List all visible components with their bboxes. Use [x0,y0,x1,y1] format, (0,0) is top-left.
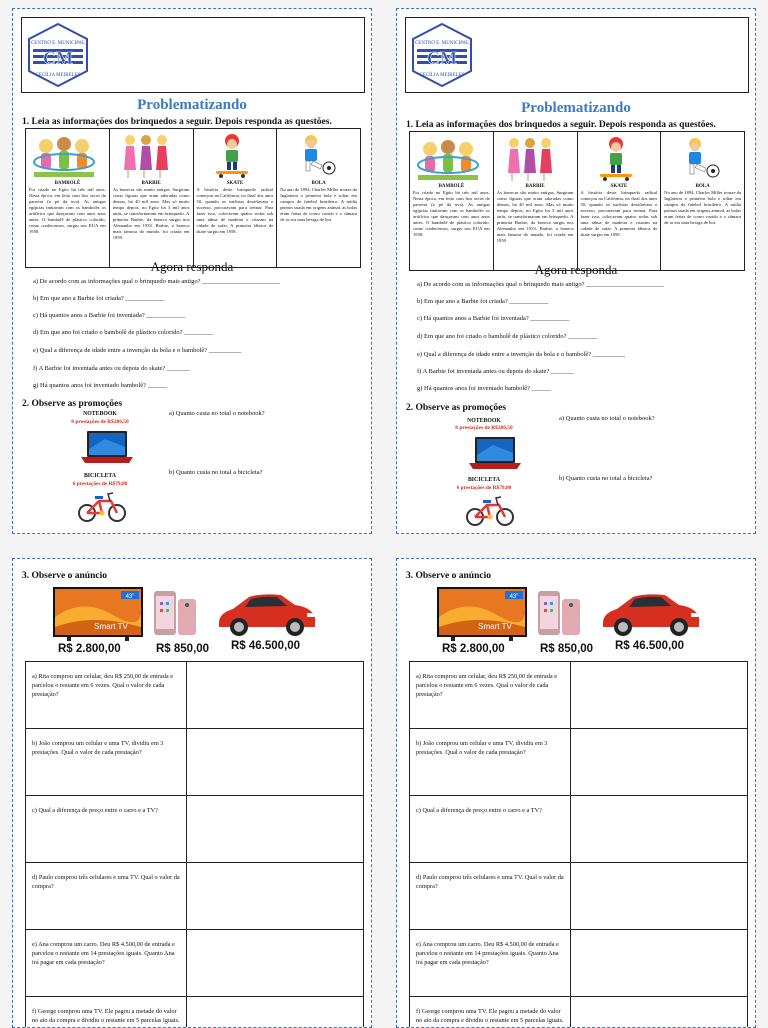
toy-name: SKATE [610,184,628,189]
tv-price: R$ 2.800,00 [442,643,505,655]
soccer-boy-icon [667,135,731,183]
problem-d: d) Paulo comprou três celulares e uma TV. Qual o valor da compra? [410,863,571,929]
question-d: d) Em que ano foi criado o bambolê de plástico colorido? _________ [33,329,214,336]
answer-cell[interactable] [187,863,363,929]
problem-a: a) Rita comprou um celular, deu R$ 250,00 de entrada e parcelou o restante em 6 vezes. Qual o valor de cada prestação? [26,662,187,728]
toy-name: BAMBOLÊ [54,181,81,186]
promo-question-a: a) Quanto custa no total o notebook? [559,415,655,422]
section-subtitle: Agora responda [150,259,234,274]
problem-e: e) Ana comprou um carro. Deu R$ 4.500,00 de entrada e parcelou o restante em 14 prestações iguais. Quanto Ana irá pagar em cada prestação? [410,930,571,996]
header-box [21,17,365,93]
question-a: a) De acordo com as informações qual o brinquedo mais antigo? ________________________ [417,281,665,288]
question-g: g) Há quantos anos foi inventado bambolê? ______ [417,385,552,392]
toy-cell-bola [277,129,360,267]
red-car-icon [599,587,703,637]
notebook-icon [467,435,523,471]
toy-description: Foi criado no Egito há três mil anos. Nesta época, em feito com fios secos de parreira (o pé da uva). As antigas egípcias imitavam com os bambolês os artifícios que dançavam com anos anos antes. O bambolê de plástico colorido, como conhecemos, surgiu nos EUA em 1958. [413,190,490,237]
toy-cell-bambole [410,132,494,270]
question-f: f) A Barbie foi inventada antes ou depois do skate? _______ [33,365,190,372]
toy-name: BOLA [695,184,710,189]
table-row [26,796,363,863]
section-subtitle: Agora responda [534,262,618,277]
answer-cell[interactable] [571,863,747,929]
toy-cell-barbie [110,129,194,267]
svg-text:43": 43" [509,594,519,600]
smart-tv-icon [53,587,143,641]
svg-text:CENTRO E. MUNICIPAL: CENTRO E. MUNICIPAL [414,41,470,46]
toy-name: BAMBOLÊ [438,184,465,189]
toy-description: As bonecas são muito antigas. Surgiram como figuras que eram adoradas como deusas, há 40 mil anos. Mas só muito tempo depois, no Egito há 3 mil anos atrás, se transformaram em brinquedo. A primeira Barbie, da boneca surgiu nos Alemanha em 1933. Barbie, a boneca mais famosa do mundo, foi criada em 1959. [496,190,574,243]
toy-description: A história deste brinquedo radical começou na Califórnia, no final dos anos 50, quando os surfistas desafiavam o sucesso, procuravam para treinar. Para fazer isso, colocavam quatro rodas sob uma tábua de madeira e criaram na cidade de sufar. A primeira fábrica de skate surgiu em 1958. [580,190,658,237]
promo-name: BICICLETA [83,473,117,479]
problem-f: f) George comprou uma TV. Ele pagou a metade do valor no ato da compra e dividiu o restante em 5 parcelas iguais. [26,997,187,1028]
promo-price: 6 prestações de R$79,80 [72,481,128,487]
header-box [405,17,749,93]
toy-description: A história deste brinquedo radical começou na Califórnia, no final dos anos 50, quando os surfistas desafiavam o sucesso, procuravam para treinar. Para fazer isso, colocavam quatro rodas sob uma tábua de madeira e criaram na cidade de sufar. A primeira fábrica de skate surgiu em 1958. [196,187,274,234]
toys-table [409,131,745,271]
question-3-heading: 3. Observe o anúncio [22,571,107,581]
smart-tv-icon [437,587,527,641]
page-title: Problematizando [521,100,631,116]
table-row [26,863,363,930]
question-3-heading: 3. Observe o anúncio [406,571,491,581]
kids-hula-hoop-icon [416,135,480,183]
svg-text:CM: CM [43,48,73,68]
page-title: Problematizando [137,97,247,113]
question-e: e) Qual a diferença de idade entre a invenção da bola e o bambolê? __________ [417,351,626,358]
toy-description: Foi criado no Egito há três mil anos. Nesta época, em feito com fios secos de parreira (o pé da uva). As antigas egípcias imitavam com os bambolês os artifícios que dançavam com anos anos antes. O bambolê de plástico colorido, como conhecemos, surgiu nos EUA em 1958. [29,187,106,234]
table-row [26,930,363,997]
svg-text:Smart TV: Smart TV [478,622,512,631]
answer-cell[interactable] [571,997,747,1028]
toy-name: SKATE [226,181,244,186]
toy-description: No ano de 1894, Charles Miller trouxe da Inglaterra o primeira bola e soltar em campos de futebol brasileiro. A mídia primos usada em origens animal, as bolas eram feitas de couro cozido e o câmara de ar era uma bexiga de boi. [664,190,741,225]
table-row [410,729,747,796]
svg-text:CM: CM [427,48,457,68]
toys-table [25,128,361,268]
answer-cell[interactable] [187,662,363,728]
school-logo-icon [25,22,91,88]
toy-cell-bambole [26,129,110,267]
question-g: g) Há quantos anos foi inventado bambolê? ______ [33,382,168,389]
table-row [410,863,747,930]
skateboard-boy-icon [584,135,648,183]
barbie-dolls-icon [500,135,564,183]
problem-a: a) Rita comprou um celular, deu R$ 250,00 de entrada e parcelou o restante em 6 vezes. Qual o valor de cada prestação? [410,662,571,728]
toy-cell-barbie [494,132,578,270]
worksheet-page-1 [12,8,372,534]
worksheet-page-2-copy [396,558,756,1028]
answer-cell[interactable] [187,796,363,862]
promo-name: NOTEBOOK [467,418,501,424]
table-row [410,997,747,1028]
svg-text:CENTRO E. MUNICIPAL: CENTRO E. MUNICIPAL [30,41,86,46]
answer-cell[interactable] [187,729,363,795]
car-price: R$ 46.500,00 [615,640,685,652]
table-row [410,930,747,997]
svg-text:43": 43" [125,594,135,600]
toy-name: BARBIE [525,184,545,189]
cellphone-icon [154,589,196,637]
toy-description: No ano de 1894, Charles Miller trouxe da Inglaterra o primeira bola e soltar em campos de futebol brasileiro. A mídia primos usada em origens animal, as bolas eram feitas de couro cozido e o câmara de ar era uma bexiga de boi. [280,187,357,222]
worksheet-page-1-copy [396,8,756,534]
question-a: a) De acordo com as informações qual o brinquedo mais antigo? ________________________ [33,278,281,285]
promo-question-b: b) Quanto custa no total a bicicleta? [169,469,263,476]
problems-table [25,661,364,1028]
table-row [410,662,747,729]
table-row [26,997,363,1028]
svg-text:Smart TV: Smart TV [94,622,128,631]
barbie-dolls-icon [116,132,180,180]
problem-b: b) João comprou um celular e uma TV, dividiu em 3 prestações. Qual o valor de cada prestação? [410,729,571,795]
problem-c: c) Qual a diferença de preço entre o carro e a TV? [26,796,187,862]
problem-e: e) Ana comprou um carro. Deu R$ 4.500,00 de entrada e parcelou o restante em 14 prestações iguais. Quanto Ana irá pagar em cada prestação? [26,930,187,996]
skateboard-boy-icon [200,132,264,180]
problem-f: f) George comprou uma TV. Ele pagou a metade do valor no ato da compra e dividiu o restante em 5 parcelas iguais. [410,997,571,1028]
toy-cell-skate [194,129,278,267]
answer-cell[interactable] [187,930,363,996]
ad-products [51,585,341,661]
toy-cell-bola [661,132,744,270]
question-1-heading: 1. Leia as informações dos brinquedos a seguir. Depois responda as questões. [22,117,332,127]
question-b: b) Em que ano a Barbie foi criada? ____________ [33,295,165,302]
svg-text:CECÍLIA MEIRELES: CECÍLIA MEIRELES [35,73,81,78]
toy-description: As bonecas são muito antigas. Surgiram como figuras que eram adoradas como deusas, há 40 mil anos. Mas só muito tempo depois, no Egito há 3 mil anos atrás, se transformaram em brinquedo. A primeira Barbie, da boneca surgiu nos Alemanha em 1933. Barbie, a boneca mais famosa do mundo, foi criada em 1959. [112,187,190,240]
question-2-heading: 2. Observe as promoções [406,403,507,413]
promo-price: 8 prestações de R$286,50 [455,425,513,431]
answer-cell[interactable] [571,729,747,795]
kids-hula-hoop-icon [32,132,96,180]
problem-c: c) Qual a diferença de preço entre o carro e a TV? [410,796,571,862]
ad-products [435,585,725,661]
question-1-heading: 1. Leia as informações dos brinquedos a seguir. Depois responda as questões. [406,120,716,130]
problems-table [409,661,748,1028]
promo-name: BICICLETA [467,477,501,483]
cellphone-price: R$ 850,00 [540,643,594,655]
tv-price: R$ 2.800,00 [58,643,121,655]
school-logo-icon [409,22,475,88]
soccer-boy-icon [283,132,347,180]
cellphone-price: R$ 850,00 [156,643,210,655]
problem-b: b) João comprou um celular e uma TV, dividiu em 3 prestações. Qual o valor de cada prestação? [26,729,187,795]
promo-question-b: b) Quanto custa no total a bicicleta? [559,475,653,482]
notebook-icon [79,429,135,465]
question-c: c) Há quantos anos a Barbie foi inventada? ____________ [33,312,186,319]
answer-cell[interactable] [571,930,747,996]
table-row [26,729,363,796]
car-price: R$ 46.500,00 [231,640,301,652]
question-b: b) Em que ano a Barbie foi criada? ____________ [417,298,549,305]
bicycle-icon [77,487,127,523]
promo-name: NOTEBOOK [83,411,117,417]
promo-price: 8 prestações de R$286,50 [71,419,129,425]
answer-cell[interactable] [571,662,747,728]
answer-cell[interactable] [571,796,747,862]
worksheet-page-2 [12,558,372,1028]
toy-cell-skate [578,132,662,270]
table-row [26,662,363,729]
table-row [410,796,747,863]
question-e: e) Qual a diferença de idade entre a invenção da bola e o bambolê? __________ [33,347,242,354]
red-car-icon [215,587,319,637]
promo-price: 6 prestações de R$79,80 [456,485,512,491]
cellphone-icon [538,589,580,637]
bicycle-icon [465,491,515,527]
question-c: c) Há quantos anos a Barbie foi inventada? ____________ [417,315,570,322]
toy-name: BARBIE [141,181,161,186]
promo-question-a: a) Quanto custa no total o notebook? [169,410,265,417]
question-f: f) A Barbie foi inventada antes ou depois do skate? _______ [417,368,574,375]
svg-text:CECÍLIA MEIRELES: CECÍLIA MEIRELES [419,73,465,78]
question-d: d) Em que ano foi criado o bambolê de plástico colorido? _________ [417,333,598,340]
question-2-heading: 2. Observe as promoções [22,399,123,409]
problem-d: d) Paulo comprou três celulares e uma TV. Qual o valor da compra? [26,863,187,929]
answer-cell[interactable] [187,997,363,1028]
toy-name: BOLA [311,181,326,186]
